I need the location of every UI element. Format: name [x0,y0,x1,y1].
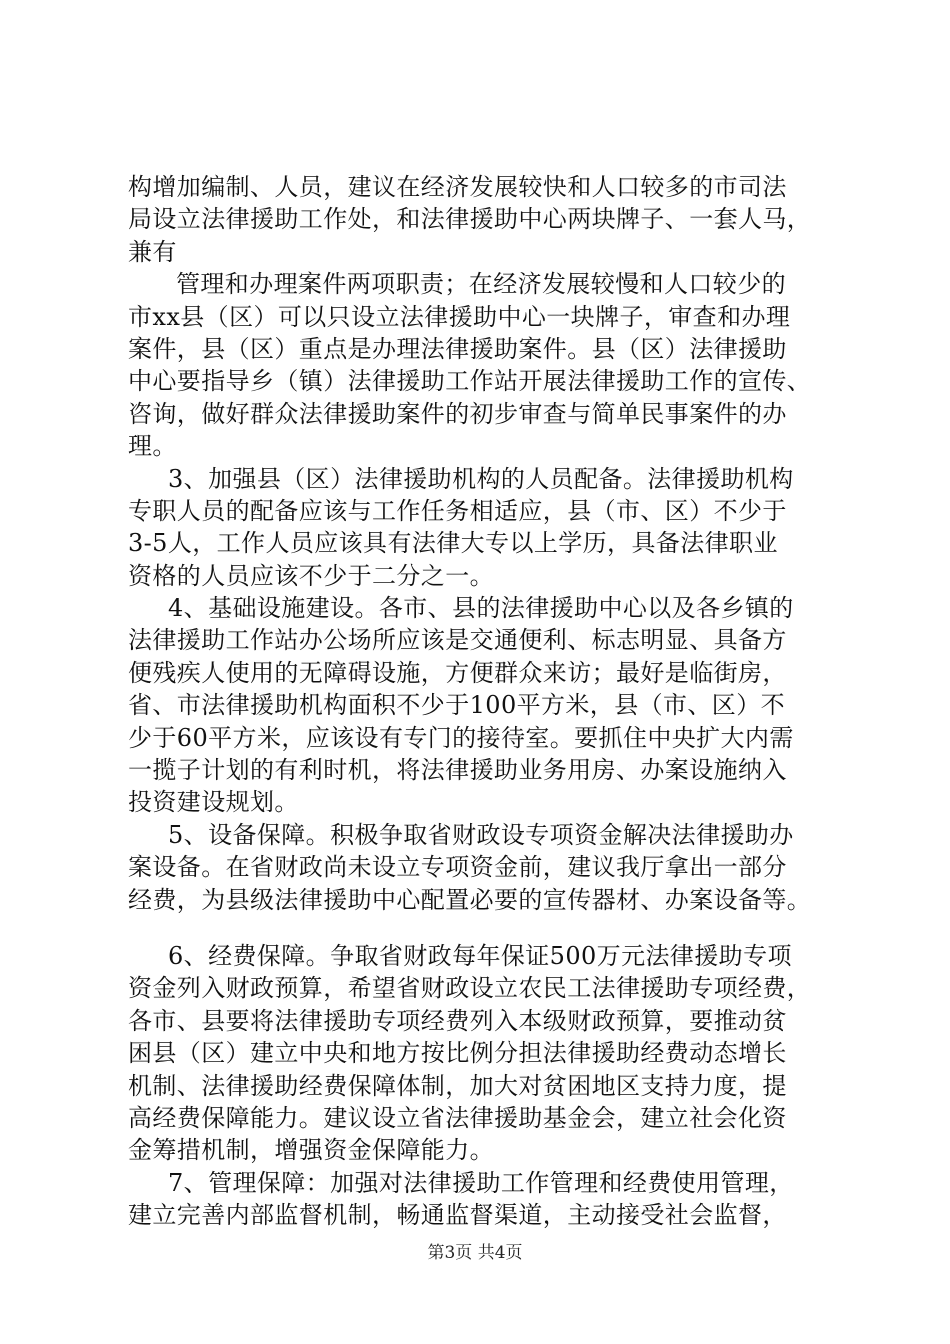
text-line: 资金列入财政预算，希望省财政设立农民工法律援助专项经费， [128,974,812,1003]
text-line: 构增加编制、人员，建议在经济发展较快和人口较多的市司法 [128,173,787,201]
text-line: 高经费保障能力。建议设立省法律援助基金会，建立社会化资 [128,1103,787,1132]
text-line: 资格的人员应该不少于二分之一。 [128,561,494,590]
text-line: 省、市法律援助机构面积不少于100平方米，县（市、区）不 [128,691,786,720]
text-line: 经费，为县级法律援助中心配置必要的宣传器材、办案设备等。 [128,885,812,914]
text-line: 困县（区）建立中央和地方按比例分担法律援助经费动态增长 [128,1039,787,1068]
text-line: 建立完善内部监督机制，畅通监督渠道，主动接受社会监督， [128,1201,787,1230]
text-line: 咨询，做好群众法律援助案件的初步审查与简单民事案件的办 [128,399,787,428]
text-line: 机制、法律援助经费保障体制，加大对贫困地区支持力度，提 [128,1071,787,1100]
text-line: 少于60平方米，应该设有专门的接待室。要抓住中央扩大内需 [128,723,794,752]
text-line: 市xx县（区）可以只设立法律援助中心一块牌子，审查和办理 [128,302,791,331]
text-line: 投资建设规划。 [128,788,299,817]
text-line: 3-5人，工作人员应该具有法律大专以上学历，具备法律职业 [128,529,778,558]
document-body [128,171,848,1232]
text-line: 金筹措机制，增强资金保障能力。 [128,1136,494,1165]
text-line: 便残疾人使用的无障碍设施，方便群众来访；最好是临街房， [128,658,787,687]
paragraph-3-start: 3、加强县（区）法律援助机构的人员配备。法律援助机构 [168,464,794,493]
text-line: 兼有 [128,237,177,266]
paragraph-5-start: 5、设备保障。积极争取省财政设专项资金解决法律援助办 [168,820,794,849]
paragraph-7-start: 7、管理保障：加强对法律援助工作管理和经费使用管理， [168,1168,794,1197]
paragraph-4-start: 4、基础设施建设。各市、县的法律援助中心以及各乡镇的 [168,594,794,623]
text-line: 各市、县要将法律援助专项经费列入本级财政预算，要推动贫 [128,1006,787,1035]
text-line: 管理和办理案件两项职责；在经济发展较慢和人口较少的 [176,270,786,299]
text-line: 案设备。在省财政尚未设立专项资金前，建议我厅拿出一部分 [128,853,787,882]
text-line: 专职人员的配备应该与工作任务相适应，县（市、区）不少于 [128,496,787,525]
page-footer: 第3页 共4页 [427,1243,523,1263]
paragraph-gap [128,916,848,940]
text-line: 中心要指导乡（镇）法律援助工作站开展法律援助工作的宣传、 [128,367,812,396]
paragraph-6-start: 6、经费保障。争取省财政每年保证500万元法律援助专项 [168,941,792,970]
text-line: 局设立法律援助工作处，和法律援助中心两块牌子、一套人马， [128,205,812,234]
text-line: 法律援助工作站办公场所应该是交通便利、标志明显、具备方 [128,626,787,655]
text-line: 一揽子计划的有利时机，将法律援助业务用房、办案设施纳入 [128,756,787,785]
text-line: 案件，县（区）重点是办理法律援助案件。县（区）法律援助 [128,334,787,363]
text-line: 理。 [128,432,177,461]
